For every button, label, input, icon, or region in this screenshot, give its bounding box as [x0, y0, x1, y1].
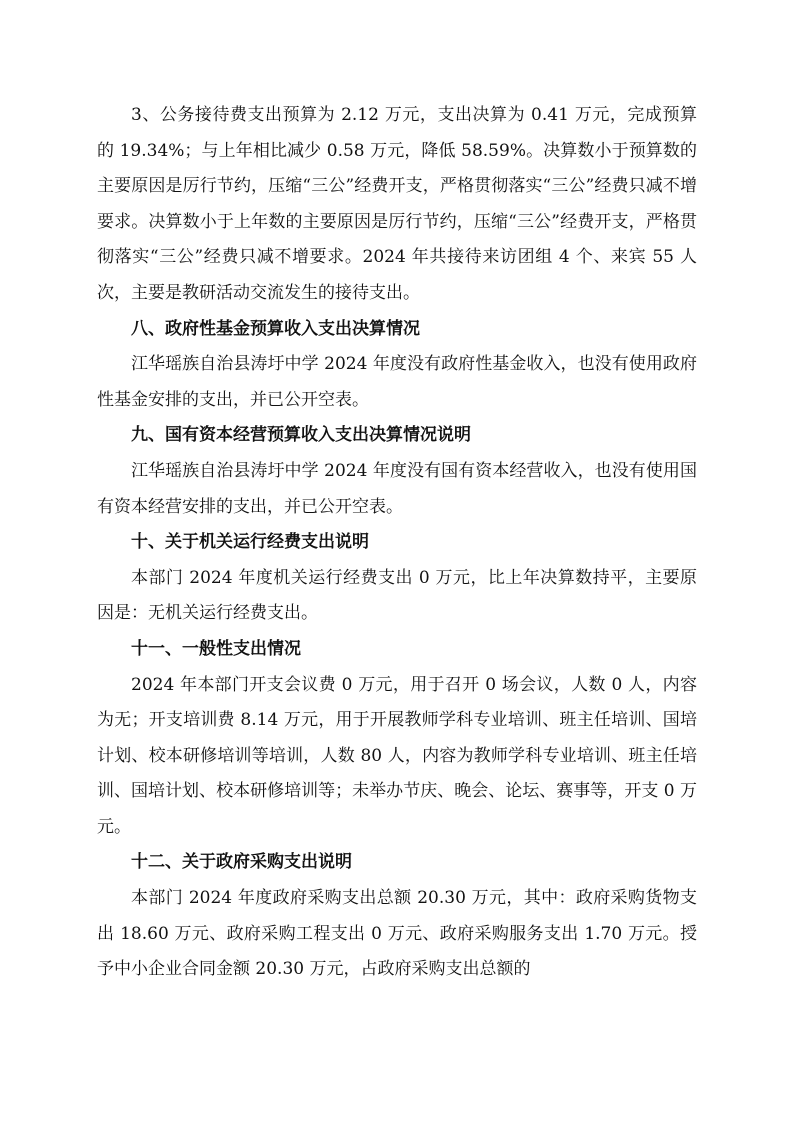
document-body — [97, 98, 697, 988]
hospitality-expense-paragraph: 3、公务接待费支出预算为 2.12 万元，支出决算为 0.41 万元，完成预算的 19.34%；与上年相比减少 0.58 万元，降低 58.59%。决算数小于预算数的主要原因是厉行节约，压缩“三公”经费开支，严格贯彻落实“三公”经费只减不增要求。决算数小于上年数的主要原因是厉行节约，压缩“三公”经费开支，严格贯彻落实“三公”经费只减不增要求。2024 年共接待来访团组 4 个、来宾 55 人次，主要是教研活动交流发生的接待支出。 — [97, 105, 697, 303]
section-11-heading: 十一、一般性支出情况 — [131, 638, 301, 659]
section-12-paragraph: 本部门 2024 年度政府采购支出总额 20.30 万元，其中：政府采购货物支出 18.60 万元、政府采购工程支出 0 万元、政府采购服务支出 1.70 万元。授予中小企业合同金额 20.30 万元，占政府采购支出总额的 — [97, 888, 697, 980]
section-10-heading: 十、关于机关运行经费支出说明 — [131, 532, 369, 553]
section-8-paragraph: 江华瑶族自治县涛圩中学 2024 年度没有政府性基金收入，也没有使用政府性基金安排的支出，并已公开空表。 — [97, 354, 697, 410]
section-9-heading: 九、国有资本经营预算收入支出决算情况说明 — [131, 425, 471, 446]
section-8-heading: 八、政府性基金预算收入支出决算情况 — [131, 318, 420, 339]
section-12-heading: 十二、关于政府采购支出说明 — [131, 852, 352, 873]
section-9-paragraph: 江华瑶族自治县涛圩中学 2024 年度没有国有资本经营收入，也没有使用国有资本经营安排的支出，并已公开空表。 — [97, 460, 697, 517]
section-11-paragraph: 2024 年本部门开支会议费 0 万元，用于召开 0 场会议，人数 0 人，内容为无；开支培训费 8.14 万元，用于开展教师学科专业培训、班主任培训、国培计划、校本研修培训等培训，人数 80 人，内容为教师学科专业培训、班主任培训、国培计划、校本研修培训等；未举办节庆、晚会、论坛、赛事等，开支 0 万元。 — [97, 674, 697, 837]
section-10-paragraph: 本部门 2024 年度机关运行经费支出 0 万元，比上年决算数持平，主要原因是：无机关运行经费支出。 — [97, 567, 697, 624]
